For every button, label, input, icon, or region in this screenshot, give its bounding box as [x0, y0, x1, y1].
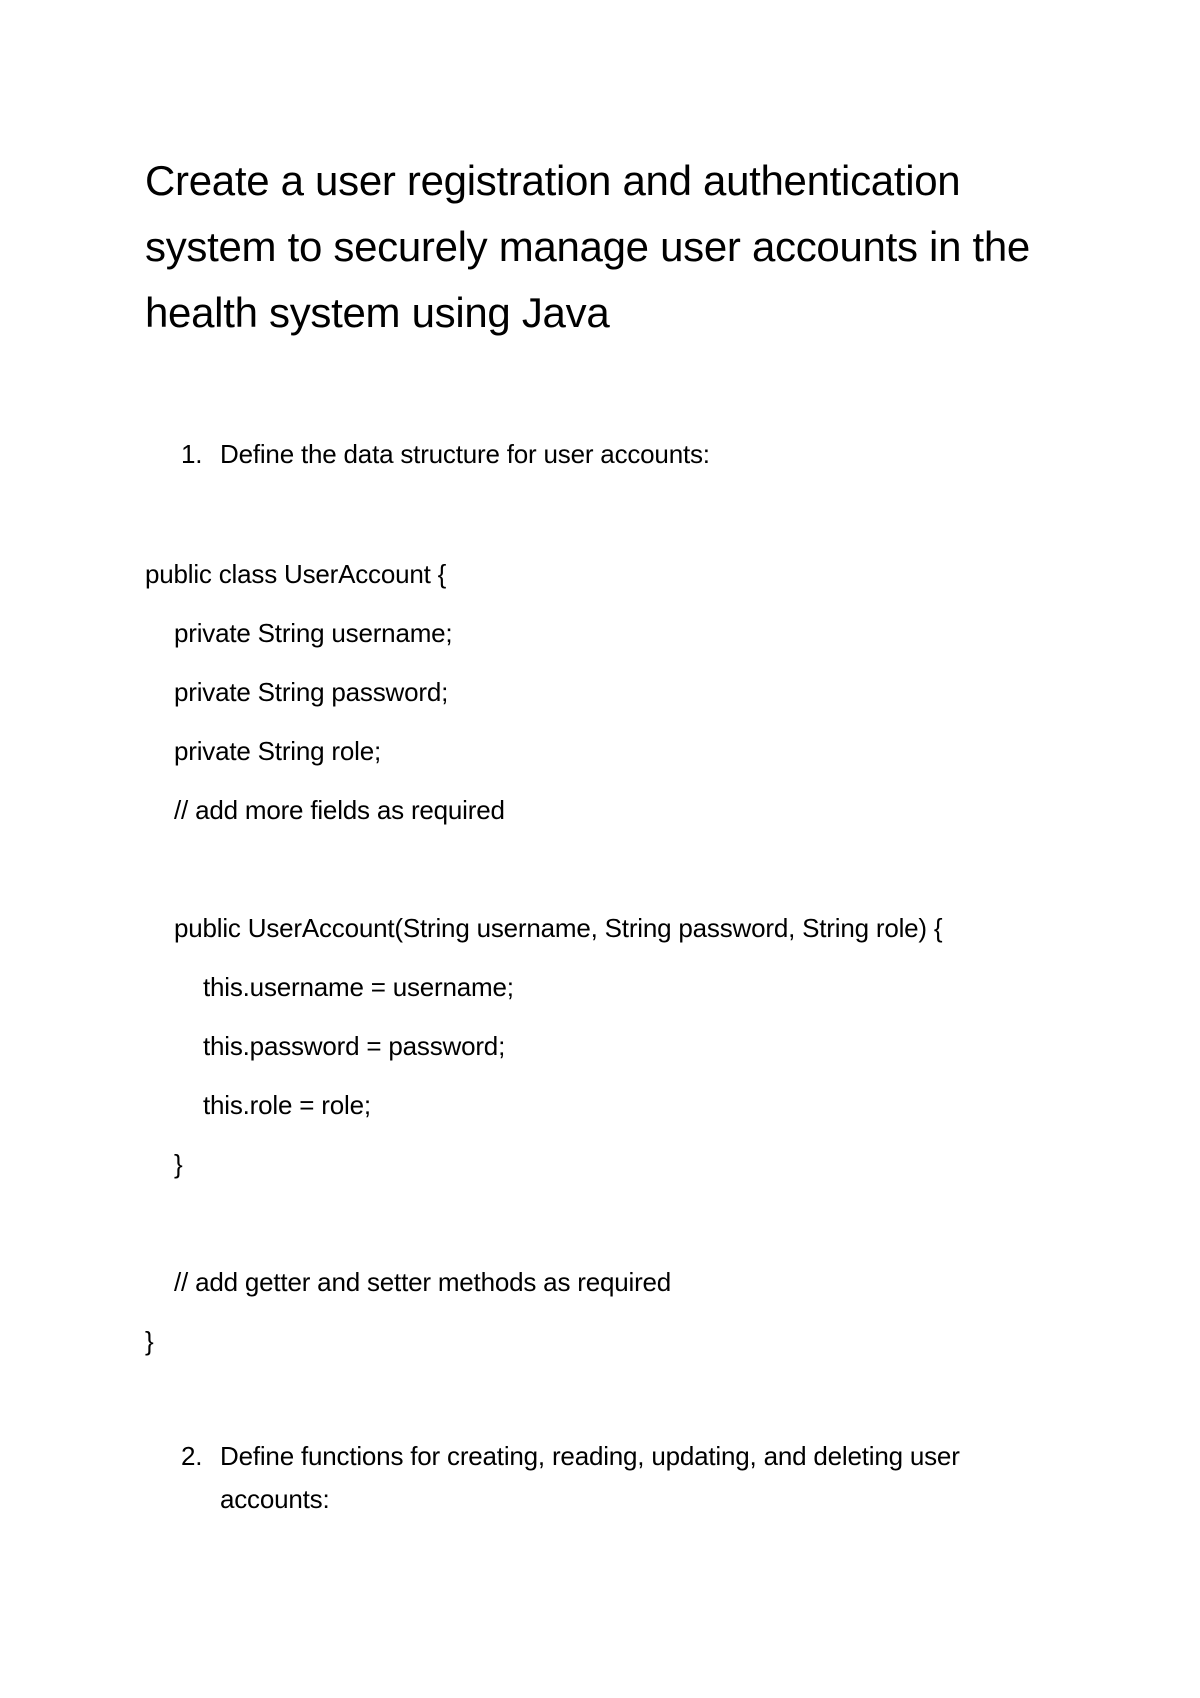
code-line: }: [174, 1149, 183, 1179]
code-line: private String role;: [174, 736, 381, 766]
code-line: this.username = username;: [203, 972, 514, 1002]
step-2: [181, 1435, 1061, 1521]
code-line: private String password;: [174, 677, 449, 707]
code-line: this.role = role;: [203, 1090, 371, 1120]
code-line: }: [145, 1326, 154, 1356]
step-2-text: Define functions for creating, reading, updating, and deleting user accounts:: [220, 1441, 960, 1514]
code-block: [145, 551, 1105, 1377]
code-line: // add getter and setter methods as required: [174, 1267, 672, 1297]
step-1-text: Define the data structure for user accounts:: [220, 439, 710, 469]
document-title: Create a user registration and authentication system to securely manage user accounts in the health system using Java: [145, 157, 1030, 336]
code-line: public class UserAccount {: [145, 559, 447, 589]
step-2-number: 2.: [181, 1441, 203, 1471]
code-line: this.password = password;: [203, 1031, 506, 1061]
code-line: // add more fields as required: [174, 795, 505, 825]
step-1: [181, 433, 1061, 476]
code-blank-line: [145, 846, 1105, 905]
step-1-number: 1.: [181, 439, 203, 469]
code-line: public UserAccount(String username, String password, String role) {: [174, 913, 943, 943]
code-line: private String username;: [174, 618, 453, 648]
code-blank-line: [145, 1200, 1105, 1259]
